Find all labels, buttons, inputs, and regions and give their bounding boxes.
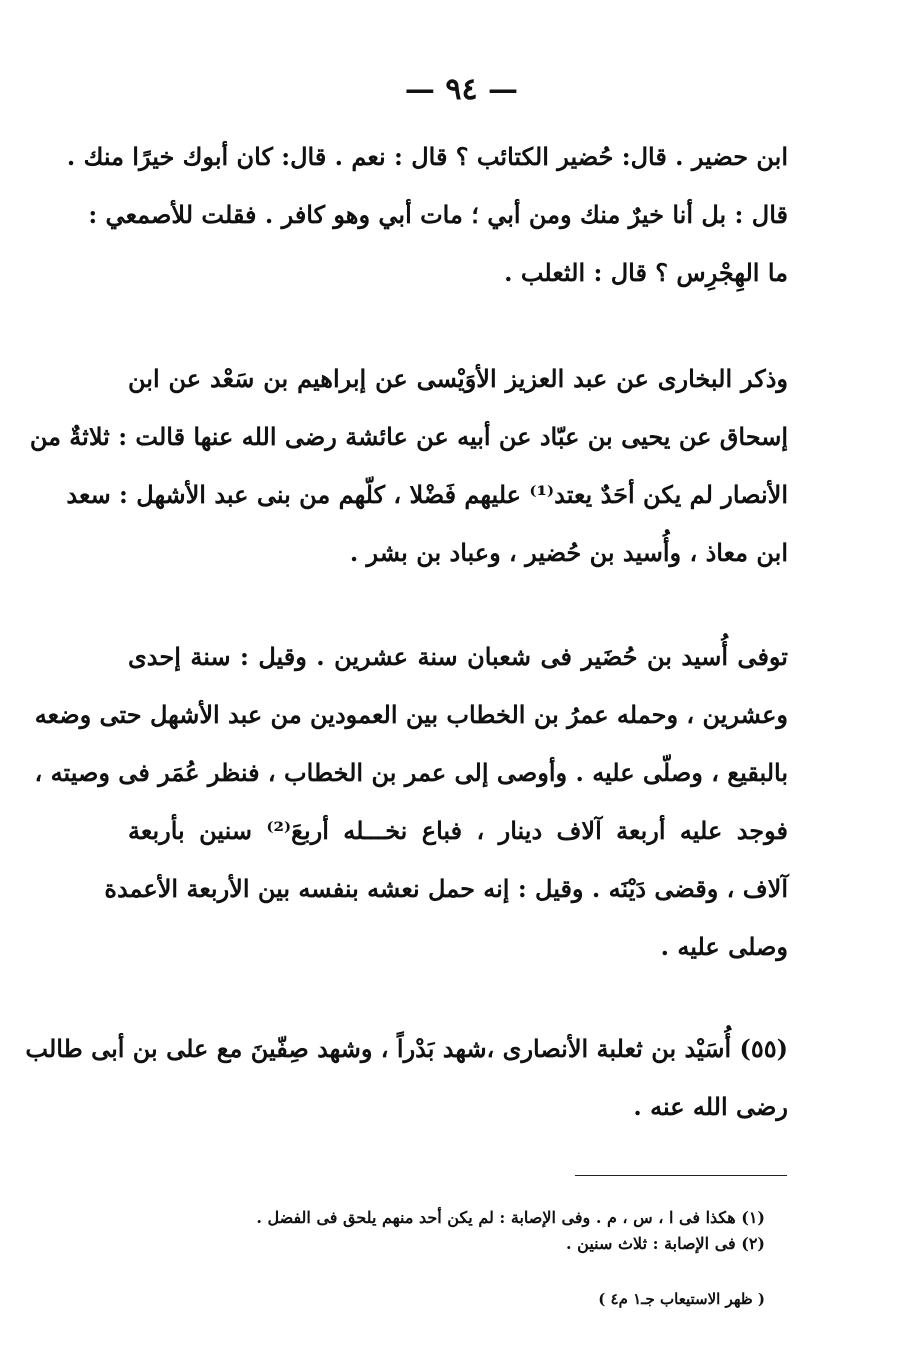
text-line: الأنصار لم يكن أحَدٌ يعتد⁽¹⁾ عليهم فَضْلا ، كلّهم من بنى عبد الأشهل : سعد	[66, 480, 788, 509]
paragraph-2	[29, 350, 788, 582]
text-line: وعشرين ، وحمله عمرُ بن الخطاب بين العمودين من عبد الأشهل حتى وضعه	[34, 700, 788, 729]
text-line: فوجد عليه أربعة آلاف دينار ، فباع نخـــله أربعَ⁽²⁾ سنين بأربعة	[128, 816, 789, 845]
text-line: توفى أُسيد بن حُضَير فى شعبان سنة عشرين . وقيل : سنة إحدى	[128, 642, 788, 671]
footnote-2: (٢) فى الإصابة : ثلاث سنين .	[566, 1234, 765, 1253]
text-line: ما الهِجْرِس ؟ قال : الثعلب .	[504, 258, 788, 287]
page-number: — ٩٤ —	[404, 72, 519, 107]
printer-signature: ( ظهر الاستيعاب جـ١ م٤ )	[598, 1290, 765, 1308]
text-line: آلاف ، وقضى دَيْنَه . وقيل : إنه حمل نعشه بنفسه بين الأربعة الأعمدة	[104, 874, 788, 903]
text-line: قال : بل أنا خيرٌ منك ومن أبي ؛ مات أبي وهو كافر . فقلت للأصمعي :	[88, 200, 788, 229]
text-line: (٥٥) أُسَيْد بن ثعلبة الأنصارى ،شهد بَدْراً ، وشهد صِفّينَ مع على بن أبى طالب	[25, 1034, 788, 1063]
text-line: رضى الله عنه .	[633, 1092, 788, 1121]
text-line: وذكر البخارى عن عبد العزيز الأوَيْسى عن إبراهيم بن سَعْد عن ابن	[128, 364, 788, 393]
paragraph-3	[34, 628, 789, 976]
footnote-separator	[575, 1175, 787, 1176]
text-line: بالبقيع ، وصلّى عليه . وأوصى إلى عمر بن الخطاب ، فنظر عُمَر فى وصيته ،	[34, 758, 788, 787]
text-line: ابن معاذ ، وأُسيد بن حُضير ، وعباد بن بشر .	[349, 538, 788, 567]
paragraph-1	[66, 128, 788, 302]
footnote-1: (١) هكذا فى ا ، س ، م . وفى الإصابة : لم يكن أحد منهم يلحق فى الفضل .	[256, 1208, 765, 1227]
paragraph-4	[25, 1020, 788, 1136]
text-line: وصلى عليه .	[660, 932, 788, 961]
text-line: ابن حضير . قال: حُضير الكتائب ؟ قال : نعم . قال: كان أبوك خيرًا منك .	[66, 142, 788, 171]
footnotes	[100, 1205, 765, 1257]
text-line: إسحاق عن يحيى بن عبّاد عن أبيه عن عائشة رضى الله عنها قالت : ثلاثةٌ من	[29, 422, 788, 451]
